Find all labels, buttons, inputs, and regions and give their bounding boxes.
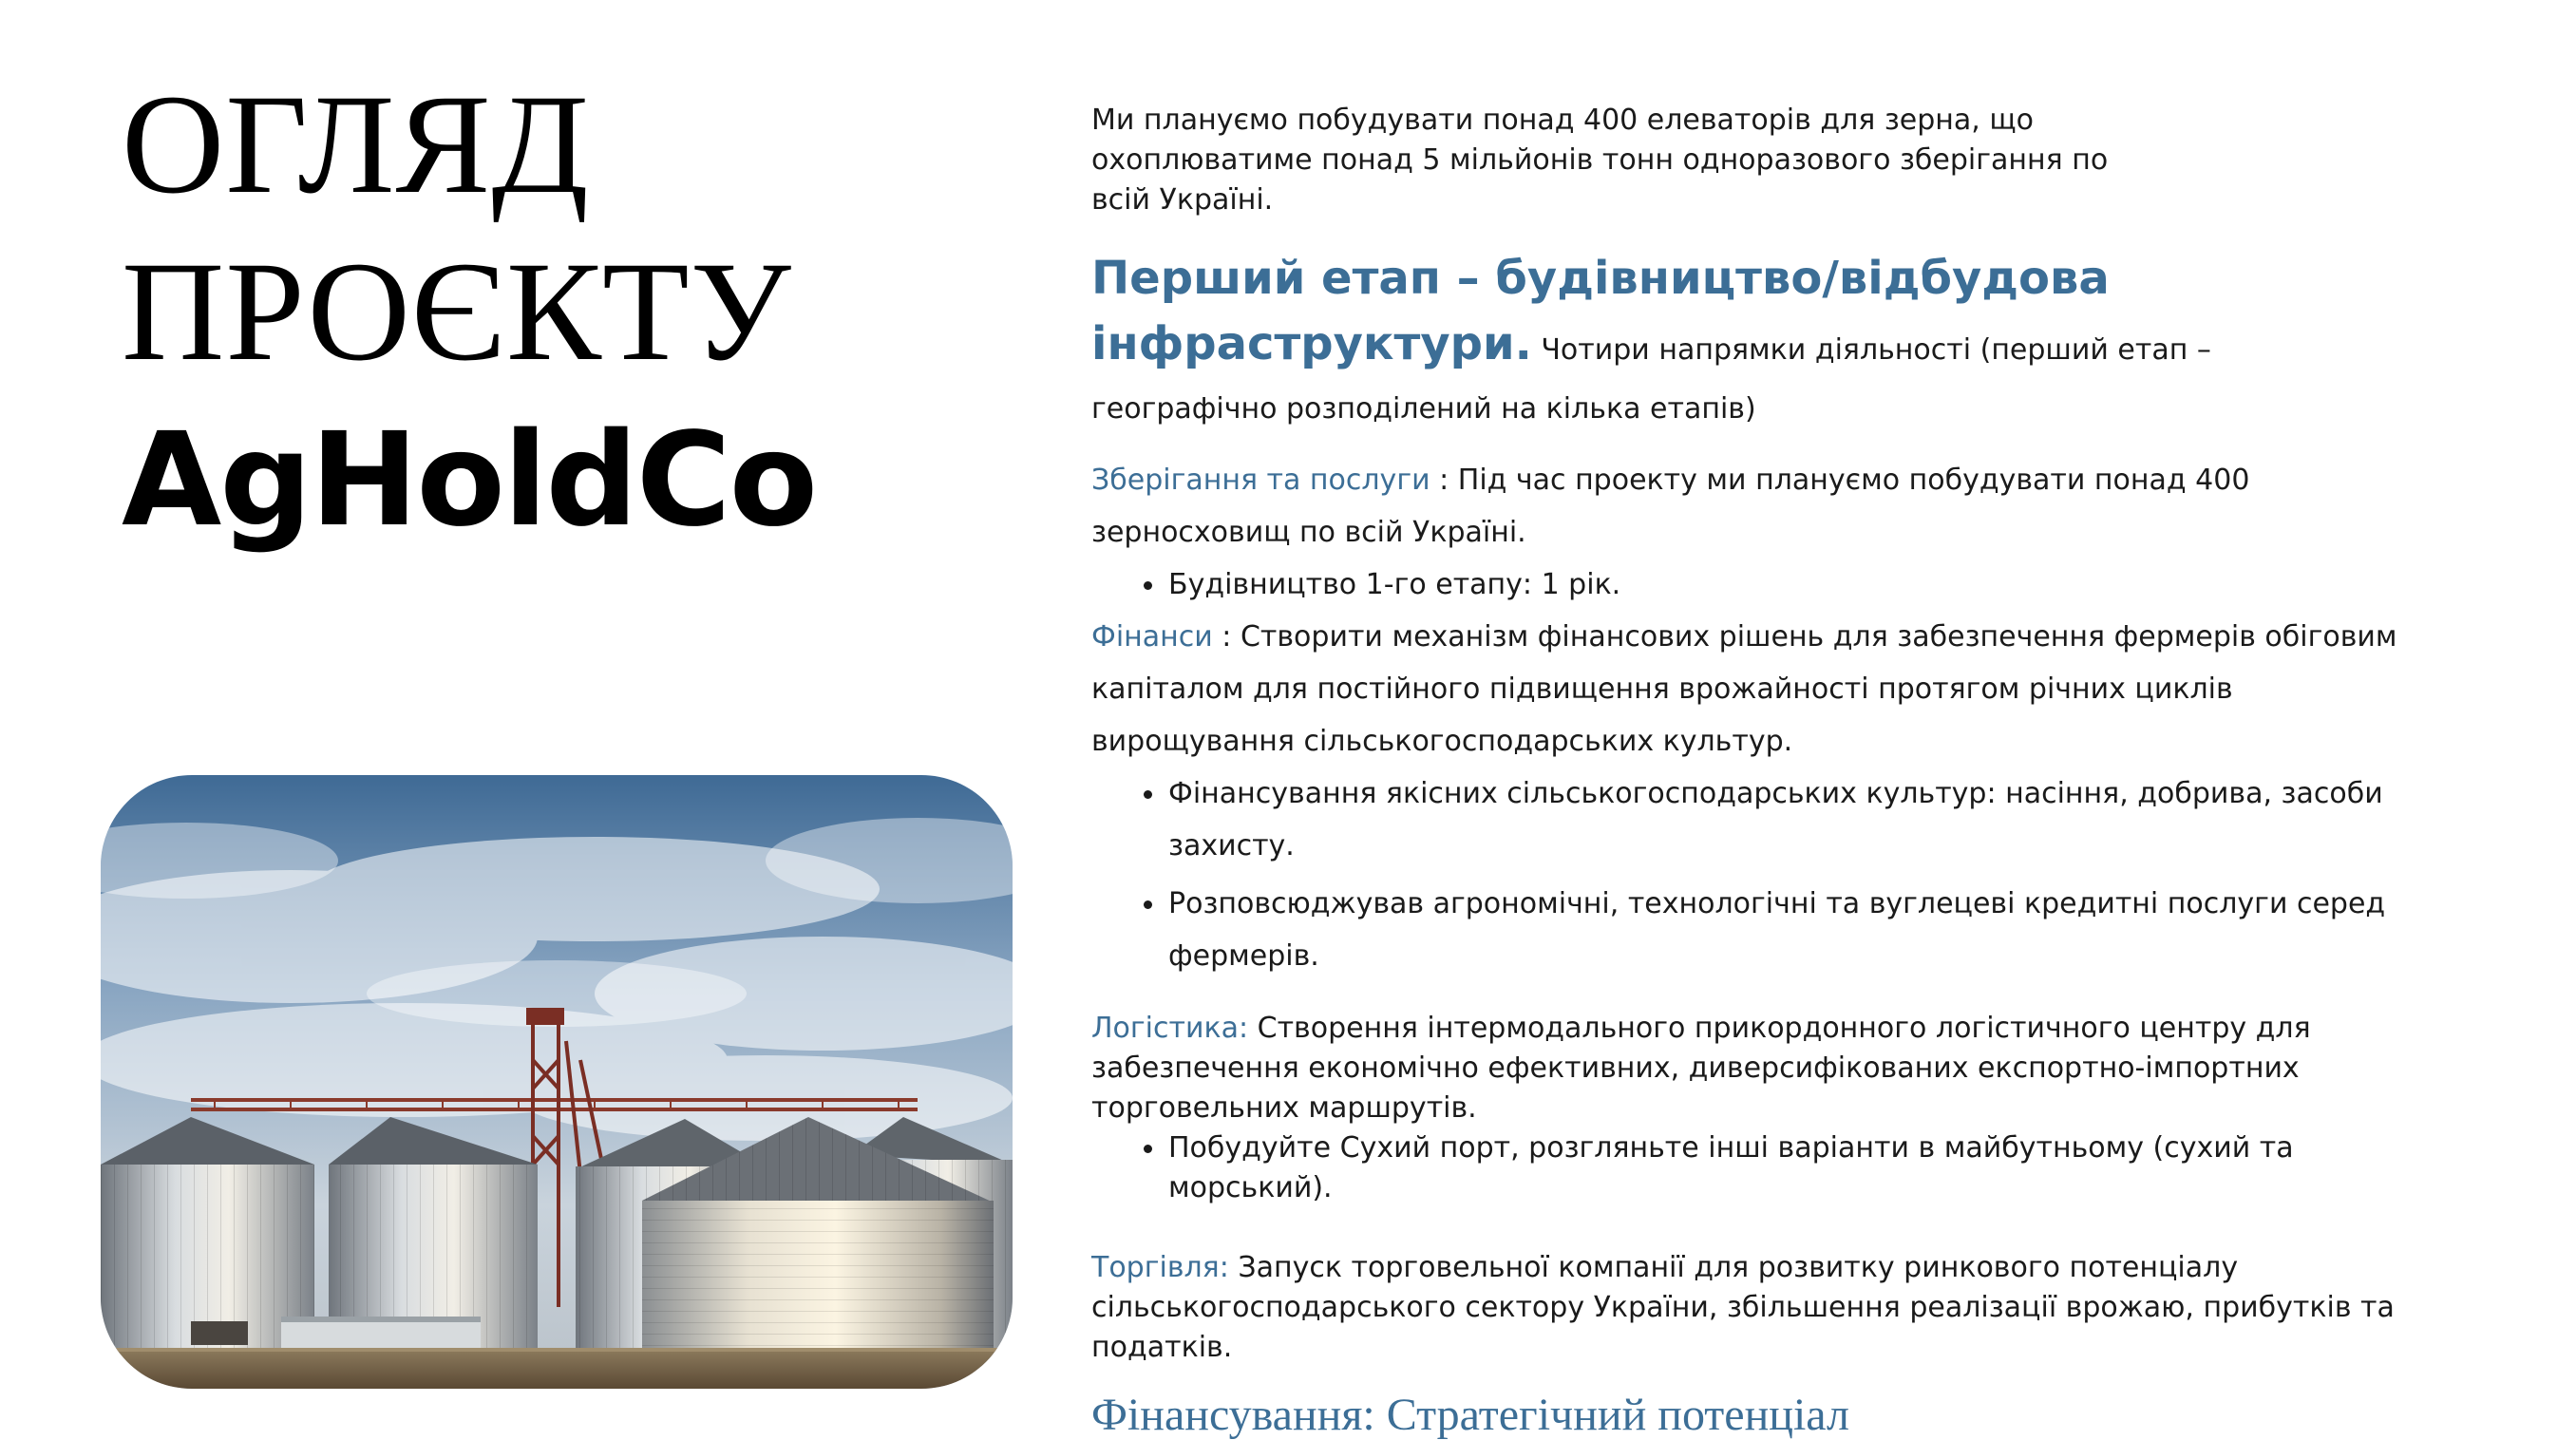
brand-name: AgHoldCo: [122, 406, 817, 556]
trade-paragraph: [1091, 1248, 2402, 1368]
next-section-heading: Фінансування: Стратегічний потенціал: [1091, 1390, 1849, 1440]
storage-paragraph: [1091, 454, 2402, 559]
logistics-label: Логістика:: [1091, 1012, 1249, 1045]
storage-text: : Під час проекту ми плануємо побудувати понад 400 зерносховищ по всій Україні.: [1091, 464, 2250, 549]
logistics-paragraph: [1091, 1009, 2402, 1128]
trade-text: Запуск торговельної компанії для розвитку ринкового потенціалу сільськогосподарського сектору України, збільшення реалізації врожаю, прибутків та податків.: [1091, 1251, 2395, 1364]
title-line-1: ОГЛЯД: [122, 66, 590, 223]
logistics-text: Створення інтермодального прикордонного логістичного центру для забезпечення економічно ефективних, диверсифікованих експортно-імпортних торговельних маршрутів.: [1091, 1012, 2311, 1125]
title-block: [122, 61, 976, 566]
finance-label: Фінанси: [1091, 620, 1213, 654]
grain-silos-illustration: [101, 775, 1013, 1389]
storage-bullets: [1091, 559, 2402, 611]
grain-silos-photo: [101, 775, 1013, 1389]
stage-heading: Перший етап – будівництво/відбудова інфраструктури.: [1091, 252, 2110, 370]
title-line-2: ПРОЄКТУ: [122, 233, 792, 390]
trade-label: Торгівля:: [1091, 1251, 1229, 1284]
logistics-bullets: [1091, 1128, 2402, 1208]
list-item: Побудуйте Сухий порт, розгляньте інші варіанти в майбутньому (сухий та морський).: [1091, 1128, 2402, 1208]
finance-paragraph: [1091, 611, 2402, 767]
finance-bullets: [1091, 767, 2402, 982]
list-item: Фінансування якісних сільськогосподарських культур: насіння, добрива, засоби захисту.: [1091, 767, 2402, 872]
stage-heading-paragraph: [1091, 249, 2402, 439]
list-item: Будівництво 1-го етапу: 1 рік.: [1091, 559, 2402, 611]
storage-label: Зберігання та послуги: [1091, 464, 1430, 497]
list-item: Розповсюджував агрономічні, технологічні та вуглецеві кредитні послуги серед фермерів.: [1091, 878, 2402, 982]
intro-paragraph: Ми плануємо побудувати понад 400 елеваторів для зерна, що охоплюватиме понад 5 мільйонів тонн одноразового зберігання по всій Україні.: [1091, 104, 2109, 217]
finance-text: : Створити механізм фінансових рішень для забезпечення фермерів обіговим капіталом для постійного підвищення врожайності протягом річних циклів вирощування сільськогосподарських культур.: [1091, 620, 2397, 758]
project-overview-content: [1091, 101, 2402, 1368]
stage-description: Чотири напрямки діяльності (перший етап – географічно розподілений на кілька етапів): [1091, 333, 2211, 426]
